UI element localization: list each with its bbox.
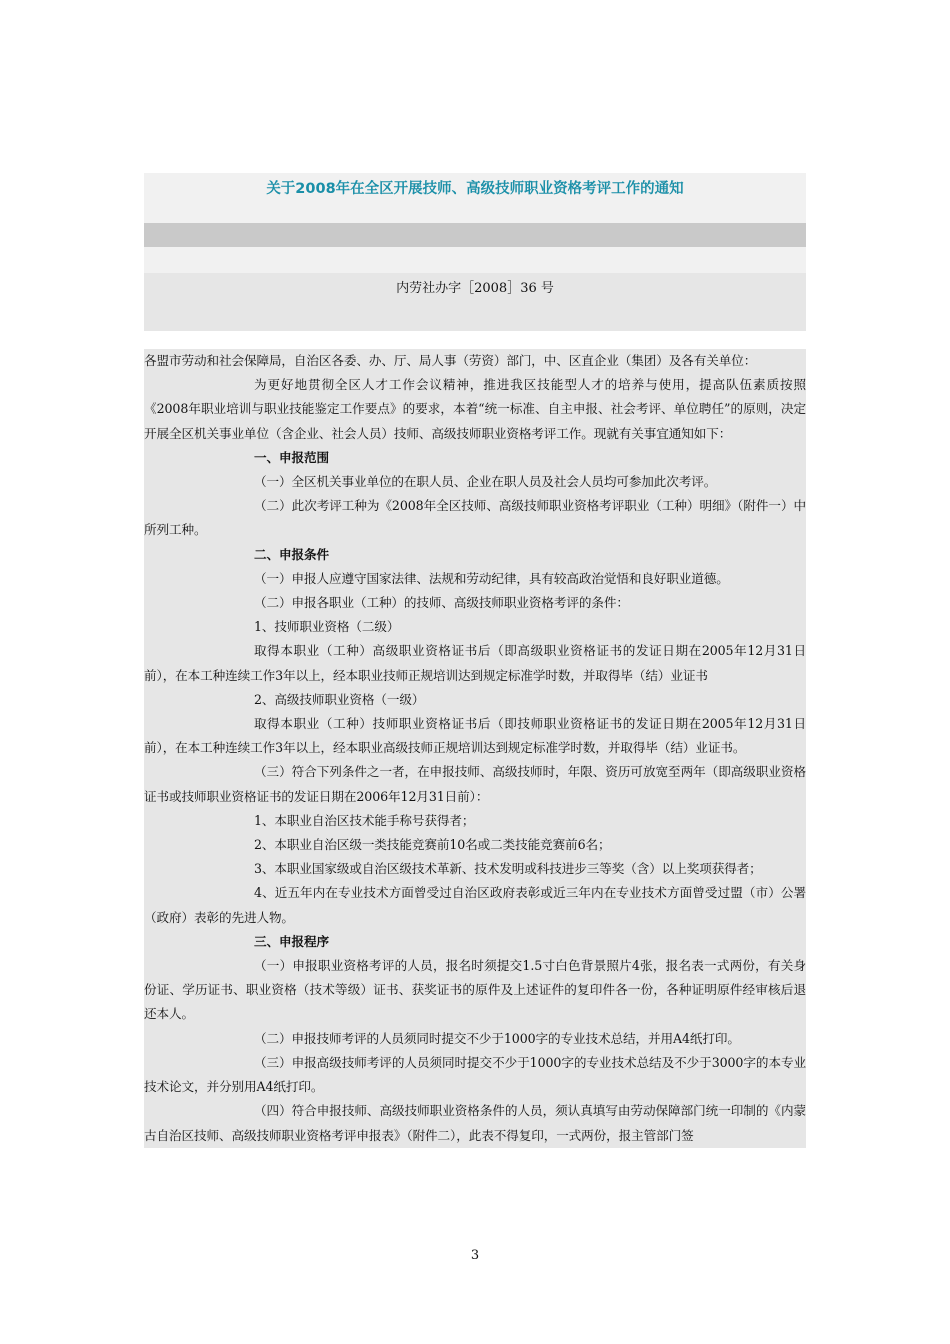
section-heading: 二、申报条件 <box>254 546 329 562</box>
section-heading: 一、申报范围 <box>254 449 329 465</box>
section-heading: 三、申报程序 <box>254 933 329 949</box>
title-row <box>144 173 806 223</box>
paragraph: （二）此次考评工种为《2008年全区技师、高级技师职业资格考评职业（工种）明细》（附件一）中所列工种。 <box>144 498 806 538</box>
document-content <box>144 173 806 1148</box>
paragraph: 取得本职业（工种）高级职业资格证书后（即高级职业资格证书的发证日期在2005年12月31日前），在本工种连续工作3年以上，经本职业技师正规培训达到规定标准学时数，并取得毕（结）业证书 <box>144 643 806 683</box>
page-number: 3 <box>470 1248 480 1263</box>
paragraph: 4、近五年内在专业技术方面曾受过自治区政府表彰或近三年内在专业技术方面曾受过盟（市）公署（政府）表彰的先进人物。 <box>144 885 806 925</box>
paragraph: （三）申报高级技师考评的人员须同时提交不少于1000字的专业技术总结及不少于3000字的本专业技术论文，并分别用A4纸打印。 <box>144 1054 806 1095</box>
paragraph: （四）符合申报技师、高级技师职业资格条件的人员，须认真填写由劳动保障部门统一印制的《内蒙古自治区技师、高级技师职业资格考评申报表》（附件二），此表不得复印，一式两份，报主管部门签 <box>144 1103 806 1143</box>
spacer-bar <box>144 247 806 273</box>
paragraph: 2、高级技师职业资格（一级） <box>254 691 425 707</box>
paragraph: 取得本职业（工种）技师职业资格证书后（即技师职业资格证书的发证日期在2005年12月31日前），在本工种连续工作3年以上，经本职业高级技师正规培训达到规定标准学时数，并取得毕（结）业证书。 <box>144 716 806 756</box>
paragraph: （一）全区机关事业单位的在职人员、企业在职人员及社会人员均可参加此次考评。 <box>254 474 717 490</box>
document-body <box>144 349 806 1148</box>
paragraph: 2、本职业自治区级一类技能竞赛前10名或二类技能竞赛前6名； <box>254 837 611 853</box>
paragraph: 为更好地贯彻全区人才工作会议精神，推进我区技能型人才的培养与使用，提高队伍素质按照《2008年职业培训与职业技能鉴定工作要点》的要求，本着“统一标准、自主申报、社会考评、单位聘任”的原则，决定开展全区机关事业单位（含企业、社会人员）技师、高级技师职业资格考评工作。现就有关事宜通知如下： <box>144 377 806 441</box>
paragraph: 3、本职业国家级或自治区级技术革新、技术发明或科技进步三等奖（含）以上奖项获得者； <box>254 861 762 877</box>
paragraph: （一）申报职业资格考评的人员，报名时须提交1.5寸白色背景照片4张，报名表一式两份，有关身份证、学历证书、职业资格（技术等级）证书、获奖证书的原件及上述证件的复印件各一份，各种证明原件经审核后退还本人。 <box>144 958 806 1022</box>
paragraph: （二）申报技师考评的人员须同时提交不少于1000字的专业技术总结，并用A4纸打印。 <box>254 1030 740 1046</box>
paragraph: 1、技师职业资格（二级） <box>254 619 400 635</box>
doc-number: 内劳社办字［2008］36 号 <box>396 281 554 296</box>
paragraph: 1、本职业自治区技术能手称号获得者； <box>254 812 475 828</box>
doc-number-row <box>144 273 806 331</box>
paragraph: （三）符合下列条件之一者，在申报技师、高级技师时，年限、资历可放宽至两年（即高级职业资格证书或技师职业资格证书的发证日期在2006年12月31日前）： <box>144 764 806 804</box>
paragraph: 各盟市劳动和社会保障局，自治区各委、办、厅、局人事（劳资）部门，中、区直企业（集团）及各有关单位： <box>144 353 757 368</box>
divider-bar <box>144 223 806 247</box>
paragraph: （一）申报人应遵守国家法律、法规和劳动纪律，具有较高政治觉悟和良好职业道德。 <box>254 570 729 586</box>
page-title: 关于2008年在全区开展技师、高级技师职业资格考评工作的通知 <box>266 180 684 197</box>
paragraph: （二）申报各职业（工种）的技师、高级技师职业资格考评的条件： <box>254 595 629 611</box>
